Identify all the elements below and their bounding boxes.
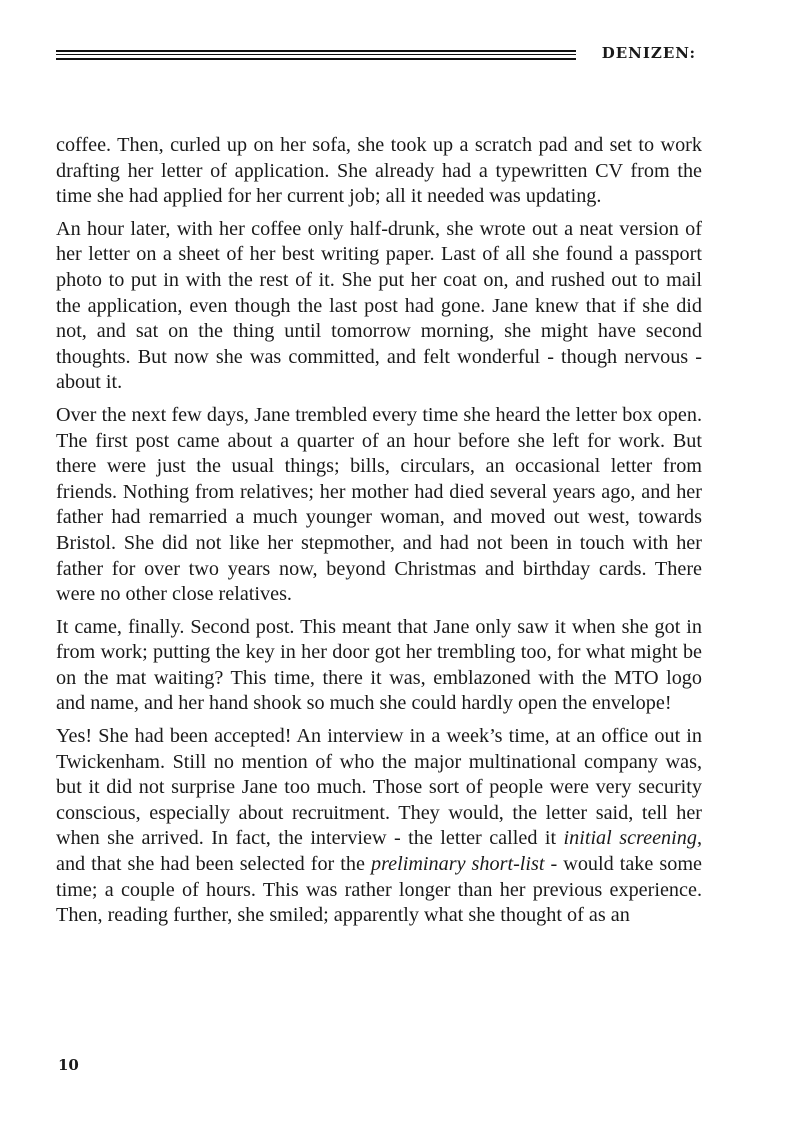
running-head: DENIZEN: <box>601 44 696 62</box>
header-rule <box>56 50 576 60</box>
page-number: 10 <box>58 1056 79 1074</box>
paragraph-5-part-1: Yes! She had been accepted! An interview in a week’s time, at an office out in Twickenham. Still no mention of who the major multinational company was, but it did not surprise Jane too much. Those sort of people were very security conscious, especially about recruitment. They would, the letter said, tell her when she arrived. In fact, the interview - the letter called it <box>56 725 702 850</box>
paragraph-1: coffee. Then, curled up on her sofa, she took up a scratch pad and set to work drafting her letter of application. She already had a typewritten CV from the time she had applied for her current job; all it needed was updating. <box>56 134 702 208</box>
paragraph-5-part-2: , and that she had been selected for the <box>56 827 702 876</box>
page-header <box>56 44 696 68</box>
paragraph-2: An hour later, with her coffee only half-drunk, she wrote out a neat version of her letter on a sheet of her best writing paper. Last of all she found a passport photo to put in with the rest of it. She put her coat on, and rushed out to mail the application, even though the last post had gone. Jane knew that if she did not, and sat on the thing until tomorrow morning, she might have second thoughts. But now she was committed, and felt wonderful - though nervous - about it. <box>56 217 702 394</box>
paragraph-5-part-3: - would take some time; a couple of hours. This was rather longer than her previous experience. Then, reading further, she smiled; apparently what she thought of as an <box>56 853 702 927</box>
italic-preliminary-short-list: preliminary short-list <box>370 853 545 876</box>
paragraph-4: It came, finally. Second post. This meant that Jane only saw it when she got in from work; putting the key in her door got her trembling too, for what might be on the mat waiting? This time, there it was, emblazoned with the MTO logo and name, and her hand shook so much she could hardly open the envelope! <box>56 615 702 715</box>
body-text <box>56 133 702 936</box>
paragraph-5 <box>56 724 702 929</box>
italic-initial-screening: initial screening <box>563 827 697 850</box>
paragraph-3: Over the next few days, Jane trembled every time she heard the letter box open. The first post came about a quarter of an hour before she left for work. But there were just the usual things; bills, circulars, an occasional letter from friends. Nothing from relatives; her mother had died several years ago, and her father had remarried a much younger woman, and moved out west, towards Bristol. She did not like her stepmother, and had not been in touch with her father for over two years now, beyond Christmas and birthday cards. There were no other close relatives. <box>56 403 702 606</box>
